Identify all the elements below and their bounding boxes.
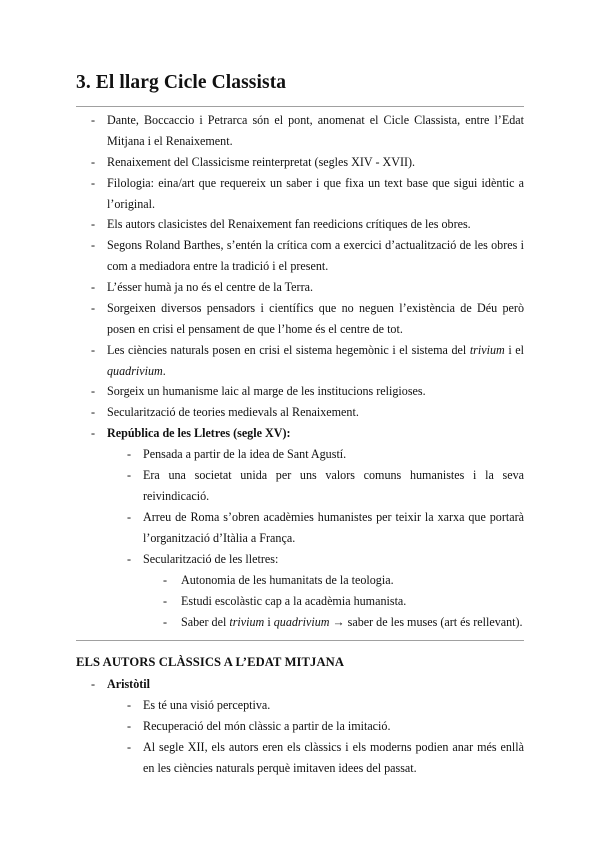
list-item-bold-text: República de les Lletres (segle XV): bbox=[107, 426, 291, 440]
text-run: Les ciències naturals posen en crisi el sistema hegemònic i el sistema del bbox=[107, 343, 470, 357]
list-dash: - bbox=[91, 343, 96, 357]
list-item bbox=[91, 173, 524, 215]
list-item bbox=[91, 340, 524, 382]
list-item bbox=[91, 423, 524, 444]
list-item-text: Al segle XII, els autors eren els clàssics i els moderns podien anar més enllà en les ciències naturals perquè imitaven idees del passat. bbox=[143, 740, 524, 775]
list-item-text: Pensada a partir de la idea de Sant Agustí. bbox=[143, 447, 347, 461]
list-dash: - bbox=[127, 698, 132, 712]
sub-sub-list-item bbox=[163, 591, 524, 612]
sub-list-item bbox=[127, 737, 524, 779]
list-item-text: Autonomia de les humanitats de la teologia. bbox=[181, 573, 394, 587]
list-item-text: Secularització de teories medievals al Renaixement. bbox=[107, 405, 359, 419]
list-item bbox=[91, 277, 524, 298]
list-item bbox=[91, 402, 524, 423]
list-item bbox=[91, 674, 524, 695]
heading-rule bbox=[76, 106, 524, 107]
sub-list-item bbox=[127, 507, 524, 549]
list-item-text: Era una societat unida per uns valors comuns humanistes i la seva reivindicació. bbox=[143, 468, 524, 503]
list-item-text: Filologia: eina/art que requereix un saber i que fixa un text base que sigui idèntic a l’original. bbox=[107, 176, 524, 211]
sub-list-item bbox=[127, 444, 524, 465]
list-dash: - bbox=[127, 447, 132, 461]
list-item-text: Estudi escolàstic cap a la acadèmia humanista. bbox=[181, 594, 407, 608]
list-item-text: Sorgeix un humanisme laic al marge de les institucions religioses. bbox=[107, 384, 426, 398]
list-item bbox=[91, 235, 524, 277]
section-rule bbox=[76, 640, 524, 641]
sub-list-item bbox=[127, 549, 524, 570]
list-item-text: L’ésser humà ja no és el centre de la Terra. bbox=[107, 280, 314, 294]
list-dash: - bbox=[91, 238, 96, 252]
list-item bbox=[91, 381, 524, 402]
list-dash: - bbox=[91, 384, 96, 398]
list-dash: - bbox=[91, 405, 96, 419]
list-item-text: Sorgeixen diversos pensadors i científics que no neguen l’existència de Déu però posen en crisi el pensament de que l’home és el centre de tot. bbox=[107, 301, 524, 336]
list-item bbox=[91, 214, 524, 235]
sub-list-item bbox=[127, 695, 524, 716]
text-run: i el bbox=[504, 343, 524, 357]
list-dash: - bbox=[91, 113, 96, 127]
sub-sub-list-item bbox=[163, 612, 524, 633]
list-item bbox=[91, 152, 524, 173]
list-item-text: Es té una visió perceptiva. bbox=[143, 698, 271, 712]
list-dash: - bbox=[127, 719, 132, 733]
list-item-text: Renaixement del Classicisme reinterpretat (segles XIV - XVII). bbox=[107, 155, 416, 169]
list-dash: - bbox=[91, 155, 96, 169]
list-dash: - bbox=[91, 426, 96, 440]
italic-term: quadrivium bbox=[107, 364, 163, 378]
list-dash: - bbox=[91, 217, 96, 231]
italic-term: quadrivium bbox=[273, 615, 330, 629]
list-dash: - bbox=[163, 594, 168, 608]
text-run: → saber de les muses (art és rellevant). bbox=[329, 615, 523, 629]
list-item-text: Segons Roland Barthes, s’entén la crítica com a exercici d’actualització de les obres i com a mediadora entre la tradició i el present. bbox=[107, 238, 524, 273]
list-dash: - bbox=[127, 740, 132, 754]
text-run: . bbox=[162, 364, 166, 378]
list-item bbox=[91, 298, 524, 340]
list-item-text: Secularització de les lletres: bbox=[143, 552, 279, 566]
section-heading: 3. El llarg Cicle Classista bbox=[76, 72, 287, 93]
list-dash: - bbox=[163, 573, 168, 587]
list-dash: - bbox=[127, 468, 132, 482]
list-dash: - bbox=[127, 552, 132, 566]
sub-sub-list-item bbox=[163, 570, 524, 591]
list-dash: - bbox=[127, 510, 132, 524]
italic-term: trivium bbox=[229, 615, 265, 629]
text-run: Saber del bbox=[181, 615, 230, 629]
sub-list-item bbox=[127, 716, 524, 737]
section2-heading: ELS AUTORS CLÀSSICS A L’EDAT MITJANA bbox=[76, 655, 345, 669]
text-run: i bbox=[264, 615, 274, 629]
list-item-text: Dante, Boccaccio i Petrarca són el pont, anomenat el Cicle Classista, entre l’Edat Mitjana i el Renaixement. bbox=[107, 113, 524, 148]
list-item bbox=[91, 110, 524, 152]
list-dash: - bbox=[91, 301, 96, 315]
list-item-text: Recuperació del món clàssic a partir de la imitació. bbox=[143, 719, 391, 733]
list-item-text: Arreu de Roma s’obren acadèmies humanistes per teixir la xarxa que portarà l’organització d’Itàlia a França. bbox=[143, 510, 524, 545]
italic-term: trivium bbox=[469, 343, 505, 357]
list-dash: - bbox=[163, 615, 168, 629]
list-item-bold-text: Aristòtil bbox=[107, 677, 150, 691]
list-dash: - bbox=[91, 176, 96, 190]
list-item-text bbox=[107, 340, 524, 382]
list-item-text bbox=[181, 612, 524, 633]
list-item-text: Els autors clasicistes del Renaixement fan reedicions crítiques de les obres. bbox=[107, 217, 471, 231]
list-dash: - bbox=[91, 280, 96, 294]
list-dash: - bbox=[91, 677, 96, 691]
sub-list-item bbox=[127, 465, 524, 507]
